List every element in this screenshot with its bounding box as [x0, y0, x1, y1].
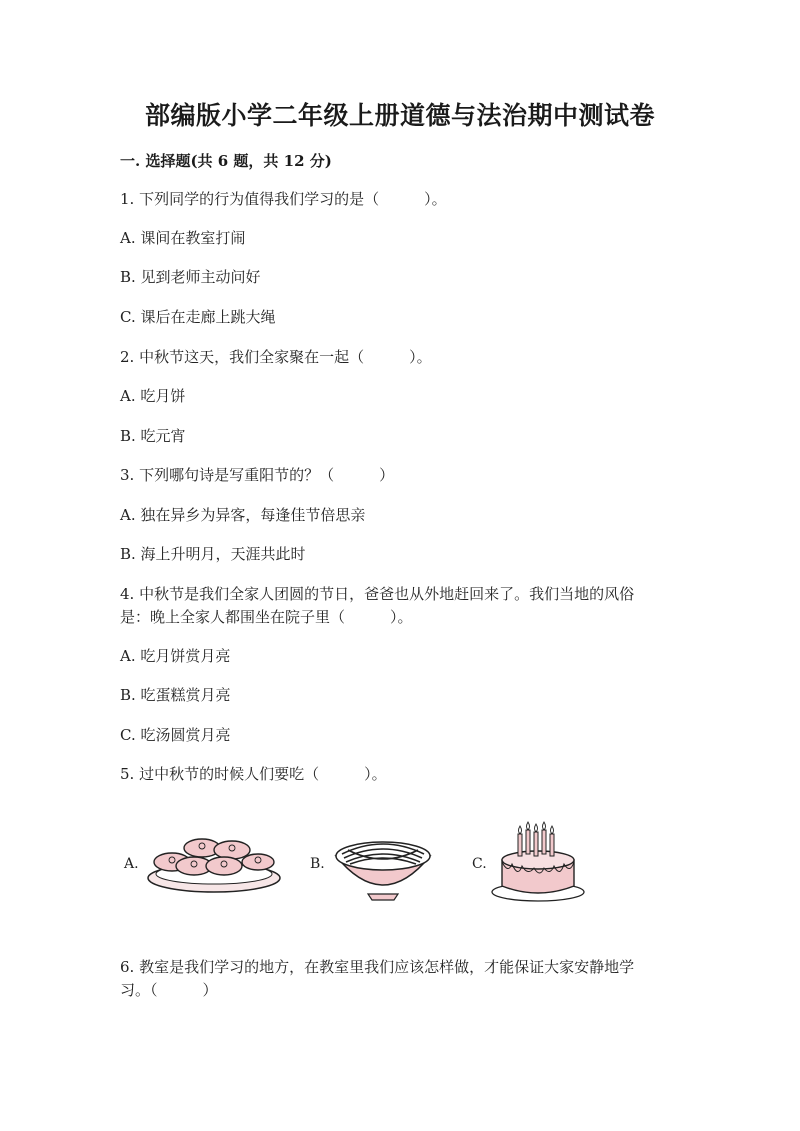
question-5-image-options — [120, 818, 600, 918]
image-option-a — [120, 818, 280, 918]
question-3-stem: 3. 下列哪句诗是写重阳节的？（ ） — [120, 466, 395, 484]
question-4-option-b: B. 吃蛋糕赏月亮 — [120, 686, 231, 704]
page-title: 部编版小学二年级上册道德与法治期中测试卷 — [144, 101, 655, 130]
question-4-option-c: C. 吃汤圆赏月亮 — [120, 726, 231, 744]
birthday-cake-icon — [488, 808, 588, 908]
question-4-option-a: A. 吃月饼赏月亮 — [120, 647, 231, 665]
question-3-option-a: A. 独在异乡为异客，每逢佳节倍思亲 — [120, 506, 366, 524]
section-heading: 一. 选择题(共 6 题，共 12 分) — [120, 152, 332, 170]
question-5-stem: 5. 过中秋节的时候人们要吃（ ）。 — [120, 765, 387, 783]
image-option-a-letter: A. — [124, 856, 139, 872]
question-1-stem: 1. 下列同学的行为值得我们学习的是（ ）。 — [120, 190, 447, 208]
question-2-stem: 2. 中秋节这天，我们全家聚在一起（ ）。 — [120, 348, 432, 366]
image-option-c — [472, 818, 602, 918]
question-1-option-c: C. 课后在走廊上跳大绳 — [120, 308, 276, 326]
mooncakes-plate-icon — [142, 826, 282, 906]
image-option-c-letter: C. — [472, 856, 487, 872]
question-2-option-b: B. 吃元宵 — [120, 427, 186, 445]
question-4-stem-line-1: 4. 中秋节是我们全家人团圆的节日，爸爸也从外地赶回来了。我们当地的风俗 — [120, 585, 635, 603]
question-6-stem-line-1: 6. 教室是我们学习的地方，在教室里我们应该怎样做，才能保证大家安静地学 — [120, 958, 635, 976]
question-1-option-b: B. 见到老师主动问好 — [120, 268, 261, 286]
noodle-bowl-icon — [328, 824, 438, 904]
question-2-option-a: A. 吃月饼 — [120, 387, 186, 405]
image-option-b-letter: B. — [310, 856, 325, 872]
question-4-stem-line-2: 是：晚上全家人都围坐在院子里（ ）。 — [120, 608, 413, 626]
question-1-option-a: A. 课间在教室打闹 — [120, 229, 246, 247]
question-6-stem-line-2: 习。（ ） — [120, 981, 218, 999]
question-3-option-b: B. 海上升明月，天涯共此时 — [120, 545, 306, 563]
image-option-b — [310, 818, 440, 918]
